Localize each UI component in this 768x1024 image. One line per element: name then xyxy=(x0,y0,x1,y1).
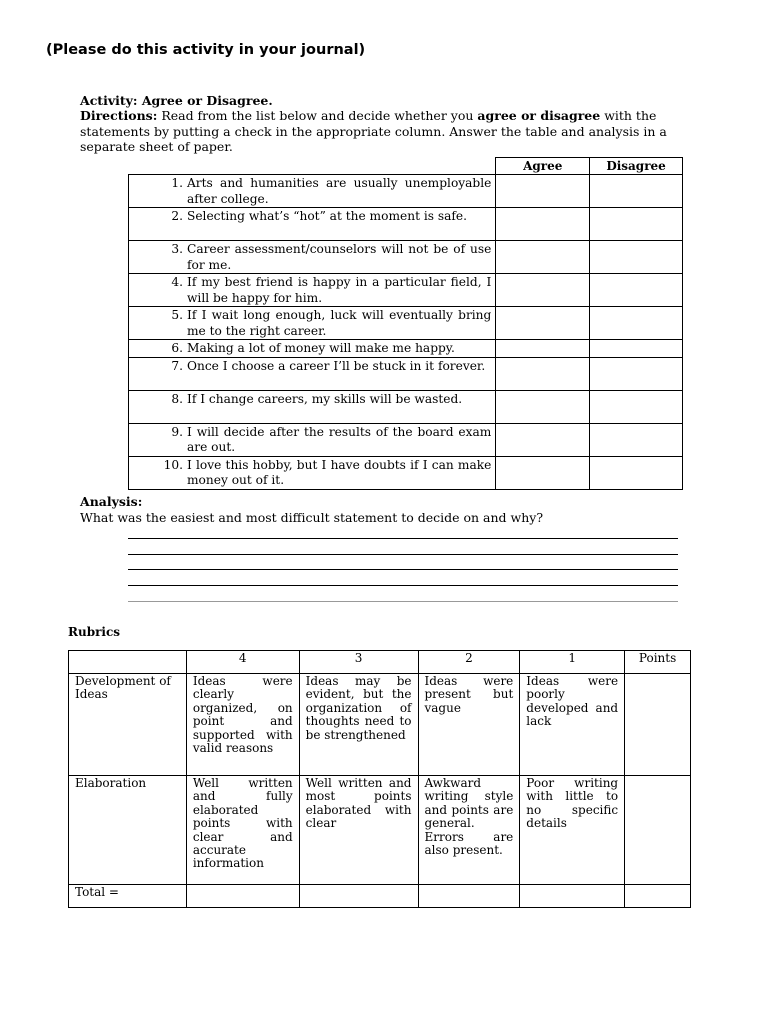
total-label: Total = xyxy=(69,885,187,908)
total-cell[interactable] xyxy=(418,885,520,908)
table-row xyxy=(129,241,683,274)
agree-checkbox-cell[interactable] xyxy=(496,357,590,390)
statement-number: 9. xyxy=(171,424,183,439)
agree-checkbox-cell[interactable] xyxy=(496,307,590,340)
table-row xyxy=(129,456,683,489)
table-row xyxy=(129,423,683,456)
agree-checkbox-cell[interactable] xyxy=(496,274,590,307)
statement-text: If I change careers, my skills will be wasted. xyxy=(187,391,463,406)
answer-line[interactable] xyxy=(128,601,678,602)
table-row xyxy=(129,357,683,390)
statement-cell xyxy=(129,274,496,307)
rubric-cell: Well written and most points elaborated with clear xyxy=(299,776,418,885)
statement-cell xyxy=(129,175,496,208)
directions-bold: agree or disagree xyxy=(477,108,601,123)
directions-text-1: Read from the list below and decide whether you xyxy=(157,108,478,123)
table-row xyxy=(129,340,683,358)
disagree-checkbox-cell[interactable] xyxy=(590,307,683,340)
rubric-header-2: 2 xyxy=(418,651,520,674)
statement-text: Making a lot of money will make me happy. xyxy=(187,341,455,355)
rubrics-title: Rubrics xyxy=(68,625,121,639)
rubric-total-row xyxy=(69,885,691,908)
disagree-checkbox-cell[interactable] xyxy=(590,208,683,241)
disagree-header: Disagree xyxy=(590,158,683,175)
statement-cell xyxy=(129,456,496,489)
statement-cell xyxy=(129,307,496,340)
statement-cell xyxy=(129,357,496,390)
rubric-cell: Ideas were present but vague xyxy=(418,674,520,776)
table-row xyxy=(129,307,683,340)
agree-checkbox-cell[interactable] xyxy=(496,175,590,208)
answer-line[interactable] xyxy=(128,585,678,586)
disagree-checkbox-cell[interactable] xyxy=(590,390,683,423)
total-cell[interactable] xyxy=(186,885,299,908)
rubric-header-1: 1 xyxy=(520,651,625,674)
disagree-checkbox-cell[interactable] xyxy=(590,423,683,456)
disagree-checkbox-cell[interactable] xyxy=(590,274,683,307)
table-row xyxy=(129,208,683,241)
disagree-checkbox-cell[interactable] xyxy=(590,340,683,358)
rubric-row xyxy=(69,674,691,776)
statement-text: Arts and humanities are usually unemployable after college. xyxy=(187,176,492,206)
directions-label: Directions: xyxy=(80,108,158,123)
activity-title: Activity: Agree or Disagree. xyxy=(80,93,273,108)
statement-number: 10. xyxy=(163,457,183,472)
statement-cell xyxy=(129,423,496,456)
statement-text: I love this hobby, but I have doubts if I can make money out of it. xyxy=(187,457,492,487)
disagree-checkbox-cell[interactable] xyxy=(590,175,683,208)
total-cell[interactable] xyxy=(299,885,418,908)
table-corner xyxy=(129,158,496,175)
statement-text: Selecting what’s “hot” at the moment is safe. xyxy=(187,209,467,223)
agree-header: Agree xyxy=(496,158,590,175)
statement-number: 8. xyxy=(171,391,183,406)
disagree-checkbox-cell[interactable] xyxy=(590,357,683,390)
directions xyxy=(80,108,690,155)
statement-number: 3. xyxy=(171,242,183,256)
disagree-checkbox-cell[interactable] xyxy=(590,456,683,489)
rubric-header-criterion xyxy=(69,651,187,674)
rubric-cell: Ideas were poorly developed and lack xyxy=(520,674,625,776)
rubric-header-4: 4 xyxy=(186,651,299,674)
table-row xyxy=(129,274,683,307)
agree-checkbox-cell[interactable] xyxy=(496,423,590,456)
rubric-cell: Ideas may be evident, but the organization of thoughts need to be strengthened xyxy=(299,674,418,776)
statement-text: If I wait long enough, luck will eventually bring me to the right career. xyxy=(187,308,492,338)
answer-line[interactable] xyxy=(128,554,678,555)
statement-number: 2. xyxy=(171,209,183,223)
rubric-criterion: Development of Ideas xyxy=(69,674,187,776)
statement-number: 4. xyxy=(171,275,183,289)
statement-number: 5. xyxy=(171,308,183,322)
statement-text: Career assessment/counselors will not be of use for me. xyxy=(187,242,492,272)
statement-cell xyxy=(129,241,496,274)
statement-text: I will decide after the results of the board exam are out. xyxy=(187,424,492,454)
statement-text: If my best friend is happy in a particular field, I will be happy for him. xyxy=(187,275,492,305)
page-header: (Please do this activity in your journal) xyxy=(46,42,366,58)
rubric-cell: Awkward writing style and points are general. Errors are also present. xyxy=(418,776,520,885)
directions-text-2: with the statements by putting a check in the appropriate column. Answer the table and analysis in a separate sheet of paper. xyxy=(80,108,667,154)
rubric-criterion: Elaboration xyxy=(69,776,187,885)
answer-line[interactable] xyxy=(128,569,678,570)
statement-number: 1. xyxy=(171,176,183,190)
rubric-cell: Ideas were clearly organized, on point and supported with valid reasons xyxy=(186,674,299,776)
rubric-header-3: 3 xyxy=(299,651,418,674)
table-row xyxy=(129,390,683,423)
statement-cell xyxy=(129,390,496,423)
total-cell[interactable] xyxy=(520,885,625,908)
agree-checkbox-cell[interactable] xyxy=(496,390,590,423)
total-points-cell[interactable] xyxy=(625,885,691,908)
statement-number: 7. xyxy=(171,358,183,373)
table-row xyxy=(129,175,683,208)
points-cell[interactable] xyxy=(625,776,691,885)
agree-checkbox-cell[interactable] xyxy=(496,456,590,489)
rubric-cell: Well written and fully elaborated points with clear and accurate information xyxy=(186,776,299,885)
statement-number: 6. xyxy=(171,341,183,355)
statement-cell xyxy=(129,208,496,241)
statement-cell xyxy=(129,340,496,358)
agree-disagree-table xyxy=(128,157,683,490)
rubric-row xyxy=(69,776,691,885)
answer-line[interactable] xyxy=(128,538,678,539)
agree-checkbox-cell[interactable] xyxy=(496,208,590,241)
rubric-header-points: Points xyxy=(625,651,691,674)
analysis-title: Analysis: xyxy=(80,494,143,509)
analysis-question: What was the easiest and most difficult statement to decide on and why? xyxy=(80,510,544,525)
statement-text: Once I choose a career I’ll be stuck in it forever. xyxy=(187,358,486,373)
agree-checkbox-cell[interactable] xyxy=(496,241,590,274)
rubric-cell: Poor writing with little to no specific details xyxy=(520,776,625,885)
disagree-checkbox-cell[interactable] xyxy=(590,241,683,274)
rubric-table xyxy=(68,650,691,908)
agree-checkbox-cell[interactable] xyxy=(496,340,590,358)
points-cell[interactable] xyxy=(625,674,691,776)
